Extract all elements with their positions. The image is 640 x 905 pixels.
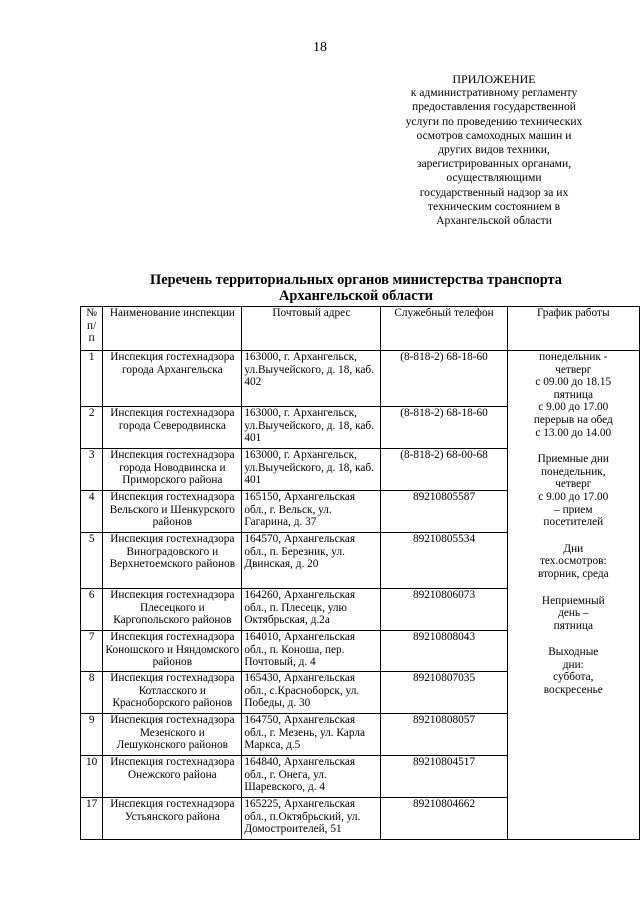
appendix-line: осмотров самоходных машин и — [416, 128, 572, 142]
row-name: Инспекция гостехнадзора Онежского района — [103, 756, 242, 798]
schedule-line: тех.осмотров: — [539, 555, 607, 568]
row-phone: 89210805534 — [381, 533, 507, 589]
row-phone: 89210806073 — [381, 589, 507, 631]
row-name: Инспекция гостехнадзора Плесецкого и Каргопольского районов — [103, 589, 242, 631]
row-name: Инспекция гостехнадзора города Архангельска — [103, 351, 242, 407]
row-name: Инспекция гостехнадзора Вельского и Шенкурского районов — [103, 491, 242, 533]
header-schedule: График работы — [507, 307, 639, 351]
schedule-line: – прием — [554, 503, 593, 516]
appendix-heading: ПРИЛОЖЕНИЕ — [452, 72, 536, 86]
schedule-line: пятница — [553, 619, 593, 632]
table-header-row — [81, 307, 640, 351]
row-phone: 89210805587 — [381, 491, 507, 533]
row-num: 9 — [81, 714, 103, 756]
appendix-line: к административному регламенту — [410, 86, 578, 100]
row-name: Инспекция гостехнадзора Виноградовского и Верхнетоемского районов — [103, 533, 242, 589]
row-phone: (8-818-2) 68-18-60 — [381, 407, 507, 449]
schedule-line: Приемные дни — [537, 453, 609, 466]
schedule-line: пятница — [553, 388, 593, 401]
schedule-line: Выходные — [548, 646, 599, 659]
row-address: 165430, Архангельская обл., с.Красноборск, ул. Победы, д. 30 — [242, 672, 381, 714]
appendix-line: государственный надзор за их — [419, 185, 569, 199]
row-name: Инспекция гостехнадзора Котласского и Красноборского районов — [103, 672, 242, 714]
row-phone: 89210808043 — [381, 631, 507, 672]
schedule-line: перерыв на обед — [533, 413, 613, 426]
schedule-cell — [507, 351, 639, 840]
schedule-line: день – — [558, 607, 589, 620]
schedule-line: Неприемный — [541, 594, 605, 607]
row-num: 5 — [81, 533, 103, 589]
schedule-line: понедельник, — [541, 465, 606, 478]
appendix-line: других видов техники, — [438, 143, 550, 157]
row-address: 164010, Архангельская обл., п. Коноша, пер. Почтовый, д. 4 — [242, 631, 381, 672]
row-address: 163000, г. Архангельск, ул.Выучейского, д. 18, каб. 402 — [242, 351, 381, 407]
row-address: 164260, Архангельская обл., п. Плесецк, улю Октябрьская, д.2а — [242, 589, 381, 631]
row-num: 8 — [81, 672, 103, 714]
header-address: Почтовый адрес — [242, 307, 381, 351]
schedule-line: с 9.00 до 17.00 — [538, 490, 609, 503]
row-num: 17 — [81, 798, 103, 840]
row-address: 165225, Архангельская обл., п.Октябрьский, ул. Домостроителей, 51 — [242, 798, 381, 840]
row-phone: 89210804662 — [381, 798, 507, 840]
row-address: 163000, г. Архангельск, ул.Выучейского, д. 18, каб. 401 — [242, 449, 381, 491]
row-address: 164570, Архангельская обл., п. Березник, ул. Двинская, д. 20 — [242, 533, 381, 589]
inspections-table — [80, 306, 640, 840]
appendix-line: Архангельской области — [436, 214, 552, 228]
schedule-line: суббота, — [553, 671, 594, 684]
header-name: Наименование инспекции — [103, 307, 242, 351]
row-phone: 89210808057 — [381, 714, 507, 756]
schedule-line: воскресенье — [543, 684, 603, 697]
row-num: 4 — [81, 491, 103, 533]
row-address: 163000, г. Архангельск, ул.Выучейского, д. 18, каб. 401 — [242, 407, 381, 449]
table-row — [81, 351, 640, 407]
row-name: Инспекция гостехнадзора города Новодвинска и Приморского района — [103, 449, 242, 491]
page-number: 18 — [313, 40, 327, 55]
appendix-line: предоставления государственной — [412, 100, 576, 114]
schedule-line: с 13.00 до 14.00 — [535, 426, 612, 439]
appendix-line: зарегистрированных органами, — [416, 157, 572, 171]
row-num: 10 — [81, 756, 103, 798]
row-num: 6 — [81, 589, 103, 631]
row-phone: 89210807035 — [381, 672, 507, 714]
appendix-block — [372, 72, 616, 228]
row-address: 165150, Архангельская обл., г. Вельск, ул. Гагарина, д. 37 — [242, 491, 381, 533]
document-title — [96, 272, 616, 304]
header-num: № п/ п — [81, 307, 103, 351]
header-phone: Служебный телефон — [381, 307, 507, 351]
schedule-line: вторник, среда — [537, 567, 609, 580]
row-name: Инспекция гостехнадзора Мезенского и Лешуконского районов — [103, 714, 242, 756]
row-name: Инспекция гостехнадзора Коношского и Няндомского районов — [103, 631, 242, 672]
row-name: Инспекция гостехнадзора города Северодвинска — [103, 407, 242, 449]
row-phone: (8-818-2) 68-00-68 — [381, 449, 507, 491]
row-phone: 89210804517 — [381, 756, 507, 798]
appendix-line: услуги по проведению технических — [405, 114, 583, 128]
row-address: 164750, Архангельская обл., г. Мезень, ул. Карла Маркса, д.5 — [242, 714, 381, 756]
row-num: 1 — [81, 351, 103, 407]
row-name: Инспекция гостехнадзора Устьянского района — [103, 798, 242, 840]
schedule-line: дни: — [562, 658, 584, 671]
row-num: 7 — [81, 631, 103, 672]
schedule-line: посетителей — [543, 516, 604, 529]
schedule-line: четверг — [555, 478, 592, 491]
row-num: 3 — [81, 449, 103, 491]
title-line: Перечень территориальных органов министерства транспорта — [150, 272, 562, 288]
schedule-line: Дни — [563, 542, 584, 555]
appendix-line: техническим состоянием в — [427, 199, 561, 213]
row-num: 2 — [81, 407, 103, 449]
schedule-line: понедельник - — [539, 351, 608, 363]
appendix-line: осуществляющими — [446, 171, 542, 185]
row-address: 164840, Архангельская обл., г. Онега, ул. Шаревского, д. 4 — [242, 756, 381, 798]
title-line: Архангельской области — [279, 288, 433, 304]
schedule-line: с 09.00 до 18.15 — [535, 376, 612, 389]
schedule-line: с 9.00 до 17.00 — [538, 401, 609, 414]
row-phone: (8-818-2) 68-18-60 — [381, 351, 507, 407]
schedule-line: четверг — [555, 363, 592, 376]
